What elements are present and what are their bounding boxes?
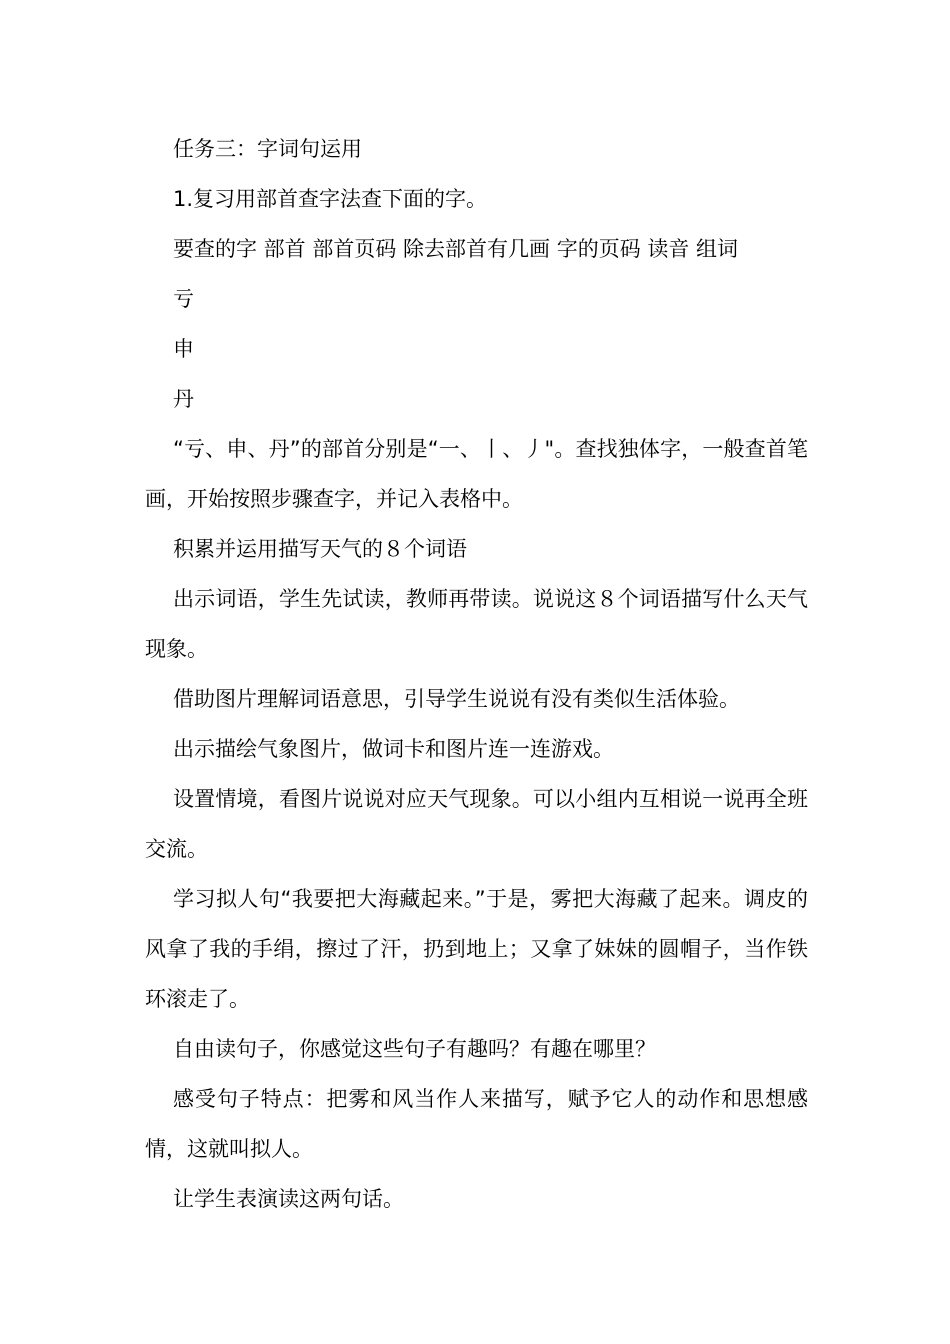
section-heading: 任务三：字词句运用 — [173, 137, 362, 161]
body-paragraph: 学习拟人句“我要把大海藏起来。”于是，雾把大海藏了起来。调皮的风拿了我的手绢，擦过了汗，扔到地上；又拿了妹妹的圆帽子，当作铁环滚走了。 — [145, 887, 808, 1011]
table-header-line: 要查的字 部首 部首页码 除去部首有几画 字的页码 读音 组词 — [173, 237, 739, 261]
body-paragraph: “亏、申、丹”的部首分别是“一、丨、丿"。查找独体字，一般查首笔画，开始按照步骤查字，并记入表格中。 — [145, 437, 808, 511]
body-paragraph: 借助图片理解词语意思，引导学生说说有没有类似生活体验。 — [173, 687, 740, 711]
table-row-char: 申 — [173, 337, 194, 361]
body-paragraph: 出示词语，学生先试读，教师再带读。说说这８个词语描写什么天气现象。 — [145, 587, 808, 661]
table-row-char: 丹 — [173, 387, 194, 411]
body-paragraph: 自由读句子，你感觉这些句子有趣吗？有趣在哪里？ — [173, 1037, 656, 1061]
body-paragraph: 设置情境，看图片说说对应天气现象。可以小组内互相说一说再全班交流。 — [145, 787, 808, 861]
document-page — [145, 124, 808, 1224]
body-paragraph: 积累并运用描写天气的８个词语 — [173, 537, 467, 561]
body-paragraph: 感受句子特点：把雾和风当作人来描写，赋予它人的动作和思想感情，这就叫拟人。 — [145, 1087, 808, 1161]
instruction-paragraph: 1.复习用部首查字法查下面的字。 — [173, 187, 488, 211]
table-row-char: 亏 — [173, 287, 194, 311]
body-paragraph: 让学生表演读这两句话。 — [173, 1187, 404, 1211]
body-paragraph: 出示描绘气象图片，做词卡和图片连一连游戏。 — [173, 737, 614, 761]
